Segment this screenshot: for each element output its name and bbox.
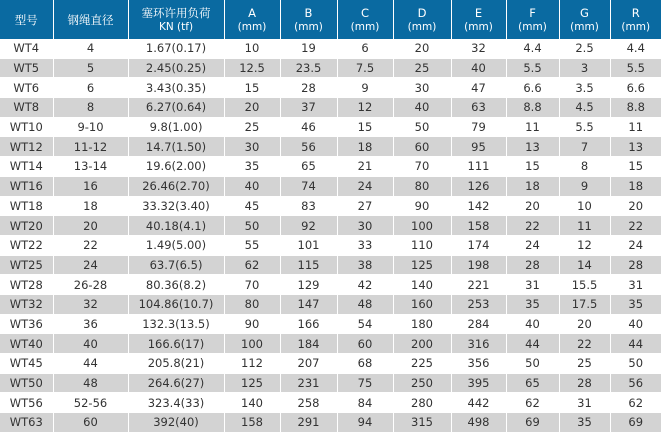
table-cell: 8.8 [506, 98, 559, 118]
table-cell: 20 [224, 98, 280, 118]
table-cell: 90 [224, 314, 280, 334]
table-cell: 42 [337, 275, 393, 295]
table-cell: 68 [337, 354, 393, 374]
table-row [0, 58, 661, 78]
table-cell: 63 [451, 98, 506, 118]
model-cell: WT5 [0, 58, 53, 78]
table-cell: 13 [610, 137, 661, 157]
table-cell: 30 [337, 216, 393, 236]
table-cell: 12.5 [224, 58, 280, 78]
table-cell: 15 [337, 117, 393, 137]
table-cell: 160 [393, 294, 451, 314]
table-cell: 15 [506, 157, 559, 177]
table-cell: 74 [280, 176, 337, 196]
table-cell: 20 [393, 39, 451, 58]
table-cell: 125 [224, 373, 280, 393]
column-header [559, 0, 610, 39]
table-cell: 20 [559, 314, 610, 334]
table-row [0, 393, 661, 413]
table-cell: 56 [610, 373, 661, 393]
table-cell: 9.8(1.00) [128, 117, 224, 137]
table-row [0, 294, 661, 314]
table-cell: 92 [280, 216, 337, 236]
table-cell: 2.45(0.25) [128, 58, 224, 78]
table-cell: 60 [393, 137, 451, 157]
table-cell: 5.5 [506, 58, 559, 78]
table-cell: 115 [280, 255, 337, 275]
table-cell: 25 [559, 354, 610, 374]
table-cell: 24 [610, 235, 661, 255]
model-cell: WT40 [0, 334, 53, 354]
column-header-unit: (mm) [452, 20, 506, 34]
column-header-label: G [580, 6, 589, 20]
table-cell: 27 [337, 196, 393, 216]
table-cell: 316 [451, 334, 506, 354]
table-cell: 13-14 [53, 157, 128, 177]
column-header-unit: (mm) [507, 20, 559, 34]
table-cell: 22 [559, 334, 610, 354]
model-cell: WT28 [0, 275, 53, 295]
table-cell: 25 [393, 58, 451, 78]
table-cell: 5 [53, 58, 128, 78]
table-cell: 5.5 [559, 117, 610, 137]
table-cell: 3.5 [559, 78, 610, 98]
table-cell: 11 [610, 117, 661, 137]
table-cell: 207 [280, 354, 337, 374]
model-cell: WT18 [0, 196, 53, 216]
table-cell: 6.6 [610, 78, 661, 98]
column-header [128, 0, 224, 39]
table-cell: 15 [610, 157, 661, 177]
table-cell: 498 [451, 413, 506, 433]
model-cell: WT32 [0, 294, 53, 314]
model-cell: WT14 [0, 157, 53, 177]
table-cell: 31 [610, 275, 661, 295]
table-cell: 24 [53, 255, 128, 275]
table-cell: 392(40) [128, 413, 224, 433]
table-cell: 62 [224, 255, 280, 275]
table-cell: 60 [53, 413, 128, 433]
table-cell: 184 [280, 334, 337, 354]
table-cell: 55 [224, 235, 280, 255]
table-row [0, 216, 661, 236]
table-cell: 1.49(5.00) [128, 235, 224, 255]
table-cell: 3.43(0.35) [128, 78, 224, 98]
table-cell: 8 [559, 157, 610, 177]
table-cell: 44 [610, 334, 661, 354]
table-cell: 225 [393, 354, 451, 374]
table-cell: 4.4 [610, 39, 661, 58]
model-cell: WT22 [0, 235, 53, 255]
table-cell: 48 [337, 294, 393, 314]
table-cell: 11-12 [53, 137, 128, 157]
table-cell: 69 [506, 413, 559, 433]
table-cell: 442 [451, 393, 506, 413]
table-cell: 4.5 [559, 98, 610, 118]
table-cell: 33.32(3.40) [128, 196, 224, 216]
table-cell: 253 [451, 294, 506, 314]
table-cell: 16 [53, 176, 128, 196]
table-cell: 5.5 [610, 58, 661, 78]
table-row [0, 98, 661, 118]
table-cell: 56 [280, 137, 337, 157]
table-cell: 50 [610, 354, 661, 374]
table-cell: 47 [451, 78, 506, 98]
table-cell: 250 [393, 373, 451, 393]
table-cell: 395 [451, 373, 506, 393]
table-cell: 180 [393, 314, 451, 334]
model-cell: WT45 [0, 354, 53, 374]
column-header [0, 0, 53, 39]
table-cell: 54 [337, 314, 393, 334]
column-header-label: D [418, 6, 427, 20]
table-cell: 24 [337, 176, 393, 196]
header-row [0, 0, 661, 39]
table-cell: 46 [280, 117, 337, 137]
table-cell: 36 [53, 314, 128, 334]
table-cell: 70 [224, 275, 280, 295]
table-cell: 166.6(17) [128, 334, 224, 354]
column-header-label: 型号 [15, 13, 38, 27]
table-cell: 20 [506, 196, 559, 216]
table-cell: 45 [224, 196, 280, 216]
table-row [0, 39, 661, 58]
model-cell: WT63 [0, 413, 53, 433]
table-cell: 52-56 [53, 393, 128, 413]
column-header-label: F [529, 6, 536, 20]
table-row [0, 78, 661, 98]
table-cell: 280 [393, 393, 451, 413]
table-cell: 158 [451, 216, 506, 236]
table-cell: 40 [451, 58, 506, 78]
table-cell: 10 [559, 196, 610, 216]
column-header-label: 塞环许用负荷 [142, 6, 211, 20]
table-cell: 140 [393, 275, 451, 295]
table-cell: 11 [559, 216, 610, 236]
table-cell: 200 [393, 334, 451, 354]
column-header [224, 0, 280, 39]
table-cell: 10 [224, 39, 280, 58]
table-cell: 111 [451, 157, 506, 177]
table-cell: 14 [559, 255, 610, 275]
table-cell: 9-10 [53, 117, 128, 137]
table-cell: 9 [337, 78, 393, 98]
table-cell: 24 [506, 235, 559, 255]
table-row [0, 255, 661, 275]
table-cell: 166 [280, 314, 337, 334]
table-cell: 25 [224, 117, 280, 137]
table-cell: 38 [337, 255, 393, 275]
model-cell: WT8 [0, 98, 53, 118]
model-cell: WT6 [0, 78, 53, 98]
table-cell: 4.4 [506, 39, 559, 58]
table-cell: 18 [337, 137, 393, 157]
table-row [0, 196, 661, 216]
table-row [0, 117, 661, 137]
table-cell: 44 [506, 334, 559, 354]
column-header [506, 0, 559, 39]
table-cell: 11 [506, 117, 559, 137]
table-cell: 75 [337, 373, 393, 393]
table-row [0, 334, 661, 354]
table-cell: 95 [451, 137, 506, 157]
table-cell: 101 [280, 235, 337, 255]
table-cell: 20 [53, 216, 128, 236]
table-cell: 69 [610, 413, 661, 433]
table-cell: 100 [393, 216, 451, 236]
table-cell: 291 [280, 413, 337, 433]
table-cell: 19.6(2.00) [128, 157, 224, 177]
table-cell: 28 [506, 255, 559, 275]
table-cell: 6.27(0.64) [128, 98, 224, 118]
table-cell: 258 [280, 393, 337, 413]
table-cell: 79 [451, 117, 506, 137]
table-cell: 40 [224, 176, 280, 196]
table-cell: 32 [53, 294, 128, 314]
table-cell: 28 [559, 373, 610, 393]
column-header-label: E [475, 6, 482, 20]
table-row [0, 275, 661, 295]
table-cell: 40 [53, 334, 128, 354]
column-header-label: B [305, 6, 313, 20]
table-cell: 50 [224, 216, 280, 236]
column-header [53, 0, 128, 39]
table-cell: 31 [506, 275, 559, 295]
table-cell: 129 [280, 275, 337, 295]
table-row [0, 235, 661, 255]
model-cell: WT16 [0, 176, 53, 196]
table-cell: 35 [610, 294, 661, 314]
table-cell: 32 [451, 39, 506, 58]
model-cell: WT56 [0, 393, 53, 413]
column-header [393, 0, 451, 39]
table-cell: 18 [506, 176, 559, 196]
table-cell: 9 [559, 176, 610, 196]
table-cell: 83 [280, 196, 337, 216]
table-cell: 22 [506, 216, 559, 236]
table-cell: 1.67(0.17) [128, 39, 224, 58]
column-header [451, 0, 506, 39]
table-cell: 6 [53, 78, 128, 98]
table-cell: 90 [393, 196, 451, 216]
table-cell: 23.5 [280, 58, 337, 78]
table-cell: 40 [506, 314, 559, 334]
column-header [280, 0, 337, 39]
table-cell: 198 [451, 255, 506, 275]
column-header-unit: (mm) [281, 20, 337, 34]
column-header-label: A [248, 6, 256, 20]
table-cell: 28 [610, 255, 661, 275]
table-cell: 125 [393, 255, 451, 275]
table-cell: 62 [610, 393, 661, 413]
table-cell: 21 [337, 157, 393, 177]
table-cell: 132.3(13.5) [128, 314, 224, 334]
table-cell: 50 [393, 117, 451, 137]
table-cell: 4 [53, 39, 128, 58]
table-cell: 356 [451, 354, 506, 374]
model-cell: WT4 [0, 39, 53, 58]
model-cell: WT12 [0, 137, 53, 157]
table-cell: 62 [506, 393, 559, 413]
table-cell: 22 [610, 216, 661, 236]
table-cell: 35 [559, 413, 610, 433]
table-cell: 221 [451, 275, 506, 295]
table-cell: 2.5 [559, 39, 610, 58]
column-header-unit: (mm) [225, 20, 280, 34]
table-cell: 37 [280, 98, 337, 118]
table-cell: 158 [224, 413, 280, 433]
column-header-unit: (mm) [611, 20, 661, 34]
table-row [0, 137, 661, 157]
table-cell: 80 [224, 294, 280, 314]
table-cell: 104.86(10.7) [128, 294, 224, 314]
table-cell: 142 [451, 196, 506, 216]
table-cell: 323.4(33) [128, 393, 224, 413]
table-cell: 35 [506, 294, 559, 314]
table-cell: 65 [506, 373, 559, 393]
table-cell: 80.36(8.2) [128, 275, 224, 295]
table-cell: 6 [337, 39, 393, 58]
table-cell: 40.18(4.1) [128, 216, 224, 236]
column-header-unit: (mm) [394, 20, 451, 34]
table-cell: 147 [280, 294, 337, 314]
table-cell: 14.7(1.50) [128, 137, 224, 157]
model-cell: WT50 [0, 373, 53, 393]
table-cell: 60 [337, 334, 393, 354]
table-cell: 31 [559, 393, 610, 413]
table-cell: 30 [393, 78, 451, 98]
table-cell: 140 [224, 393, 280, 413]
table-cell: 174 [451, 235, 506, 255]
table-row [0, 314, 661, 334]
table-row [0, 176, 661, 196]
table-cell: 284 [451, 314, 506, 334]
table-cell: 8 [53, 98, 128, 118]
table-cell: 35 [224, 157, 280, 177]
table-cell: 7.5 [337, 58, 393, 78]
table-cell: 48 [53, 373, 128, 393]
table-cell: 205.8(21) [128, 354, 224, 374]
table-cell: 15 [224, 78, 280, 98]
table-cell: 63.7(6.5) [128, 255, 224, 275]
table-cell: 12 [559, 235, 610, 255]
table-cell: 33 [337, 235, 393, 255]
table-cell: 18 [53, 196, 128, 216]
table-cell: 94 [337, 413, 393, 433]
column-header-unit: (mm) [560, 20, 610, 34]
table-cell: 15.5 [559, 275, 610, 295]
table-cell: 17.5 [559, 294, 610, 314]
column-header-label: C [361, 6, 369, 20]
table-row [0, 413, 661, 433]
column-header [610, 0, 661, 39]
table-cell: 126 [451, 176, 506, 196]
table-cell: 30 [224, 137, 280, 157]
table-body [0, 39, 661, 432]
table-cell: 28 [280, 78, 337, 98]
table-cell: 20 [610, 196, 661, 216]
table-cell: 80 [393, 176, 451, 196]
column-header-label: R [632, 6, 640, 20]
table-cell: 12 [337, 98, 393, 118]
column-header-unit: (mm) [338, 20, 393, 34]
column-header-label: 钢绳直径 [68, 13, 114, 27]
model-cell: WT25 [0, 255, 53, 275]
table-cell: 50 [506, 354, 559, 374]
table-cell: 84 [337, 393, 393, 413]
table-row [0, 354, 661, 374]
table-cell: 264.6(27) [128, 373, 224, 393]
table-cell: 65 [280, 157, 337, 177]
model-cell: WT10 [0, 117, 53, 137]
table-cell: 3 [559, 58, 610, 78]
table-cell: 100 [224, 334, 280, 354]
table-cell: 26-28 [53, 275, 128, 295]
table-cell: 22 [53, 235, 128, 255]
column-header [337, 0, 393, 39]
table-cell: 8.8 [610, 98, 661, 118]
table-cell: 26.46(2.70) [128, 176, 224, 196]
model-cell: WT36 [0, 314, 53, 334]
table-cell: 7 [559, 137, 610, 157]
table-row [0, 373, 661, 393]
table-row [0, 157, 661, 177]
model-cell: WT20 [0, 216, 53, 236]
table-cell: 315 [393, 413, 451, 433]
table-cell: 40 [610, 314, 661, 334]
column-header-unit: KN (tf) [129, 20, 224, 34]
table-cell: 44 [53, 354, 128, 374]
table-cell: 231 [280, 373, 337, 393]
table-cell: 13 [506, 137, 559, 157]
table-cell: 40 [393, 98, 451, 118]
table-cell: 18 [610, 176, 661, 196]
table-cell: 6.6 [506, 78, 559, 98]
table-cell: 112 [224, 354, 280, 374]
table-cell: 19 [280, 39, 337, 58]
table-cell: 110 [393, 235, 451, 255]
table-cell: 70 [393, 157, 451, 177]
